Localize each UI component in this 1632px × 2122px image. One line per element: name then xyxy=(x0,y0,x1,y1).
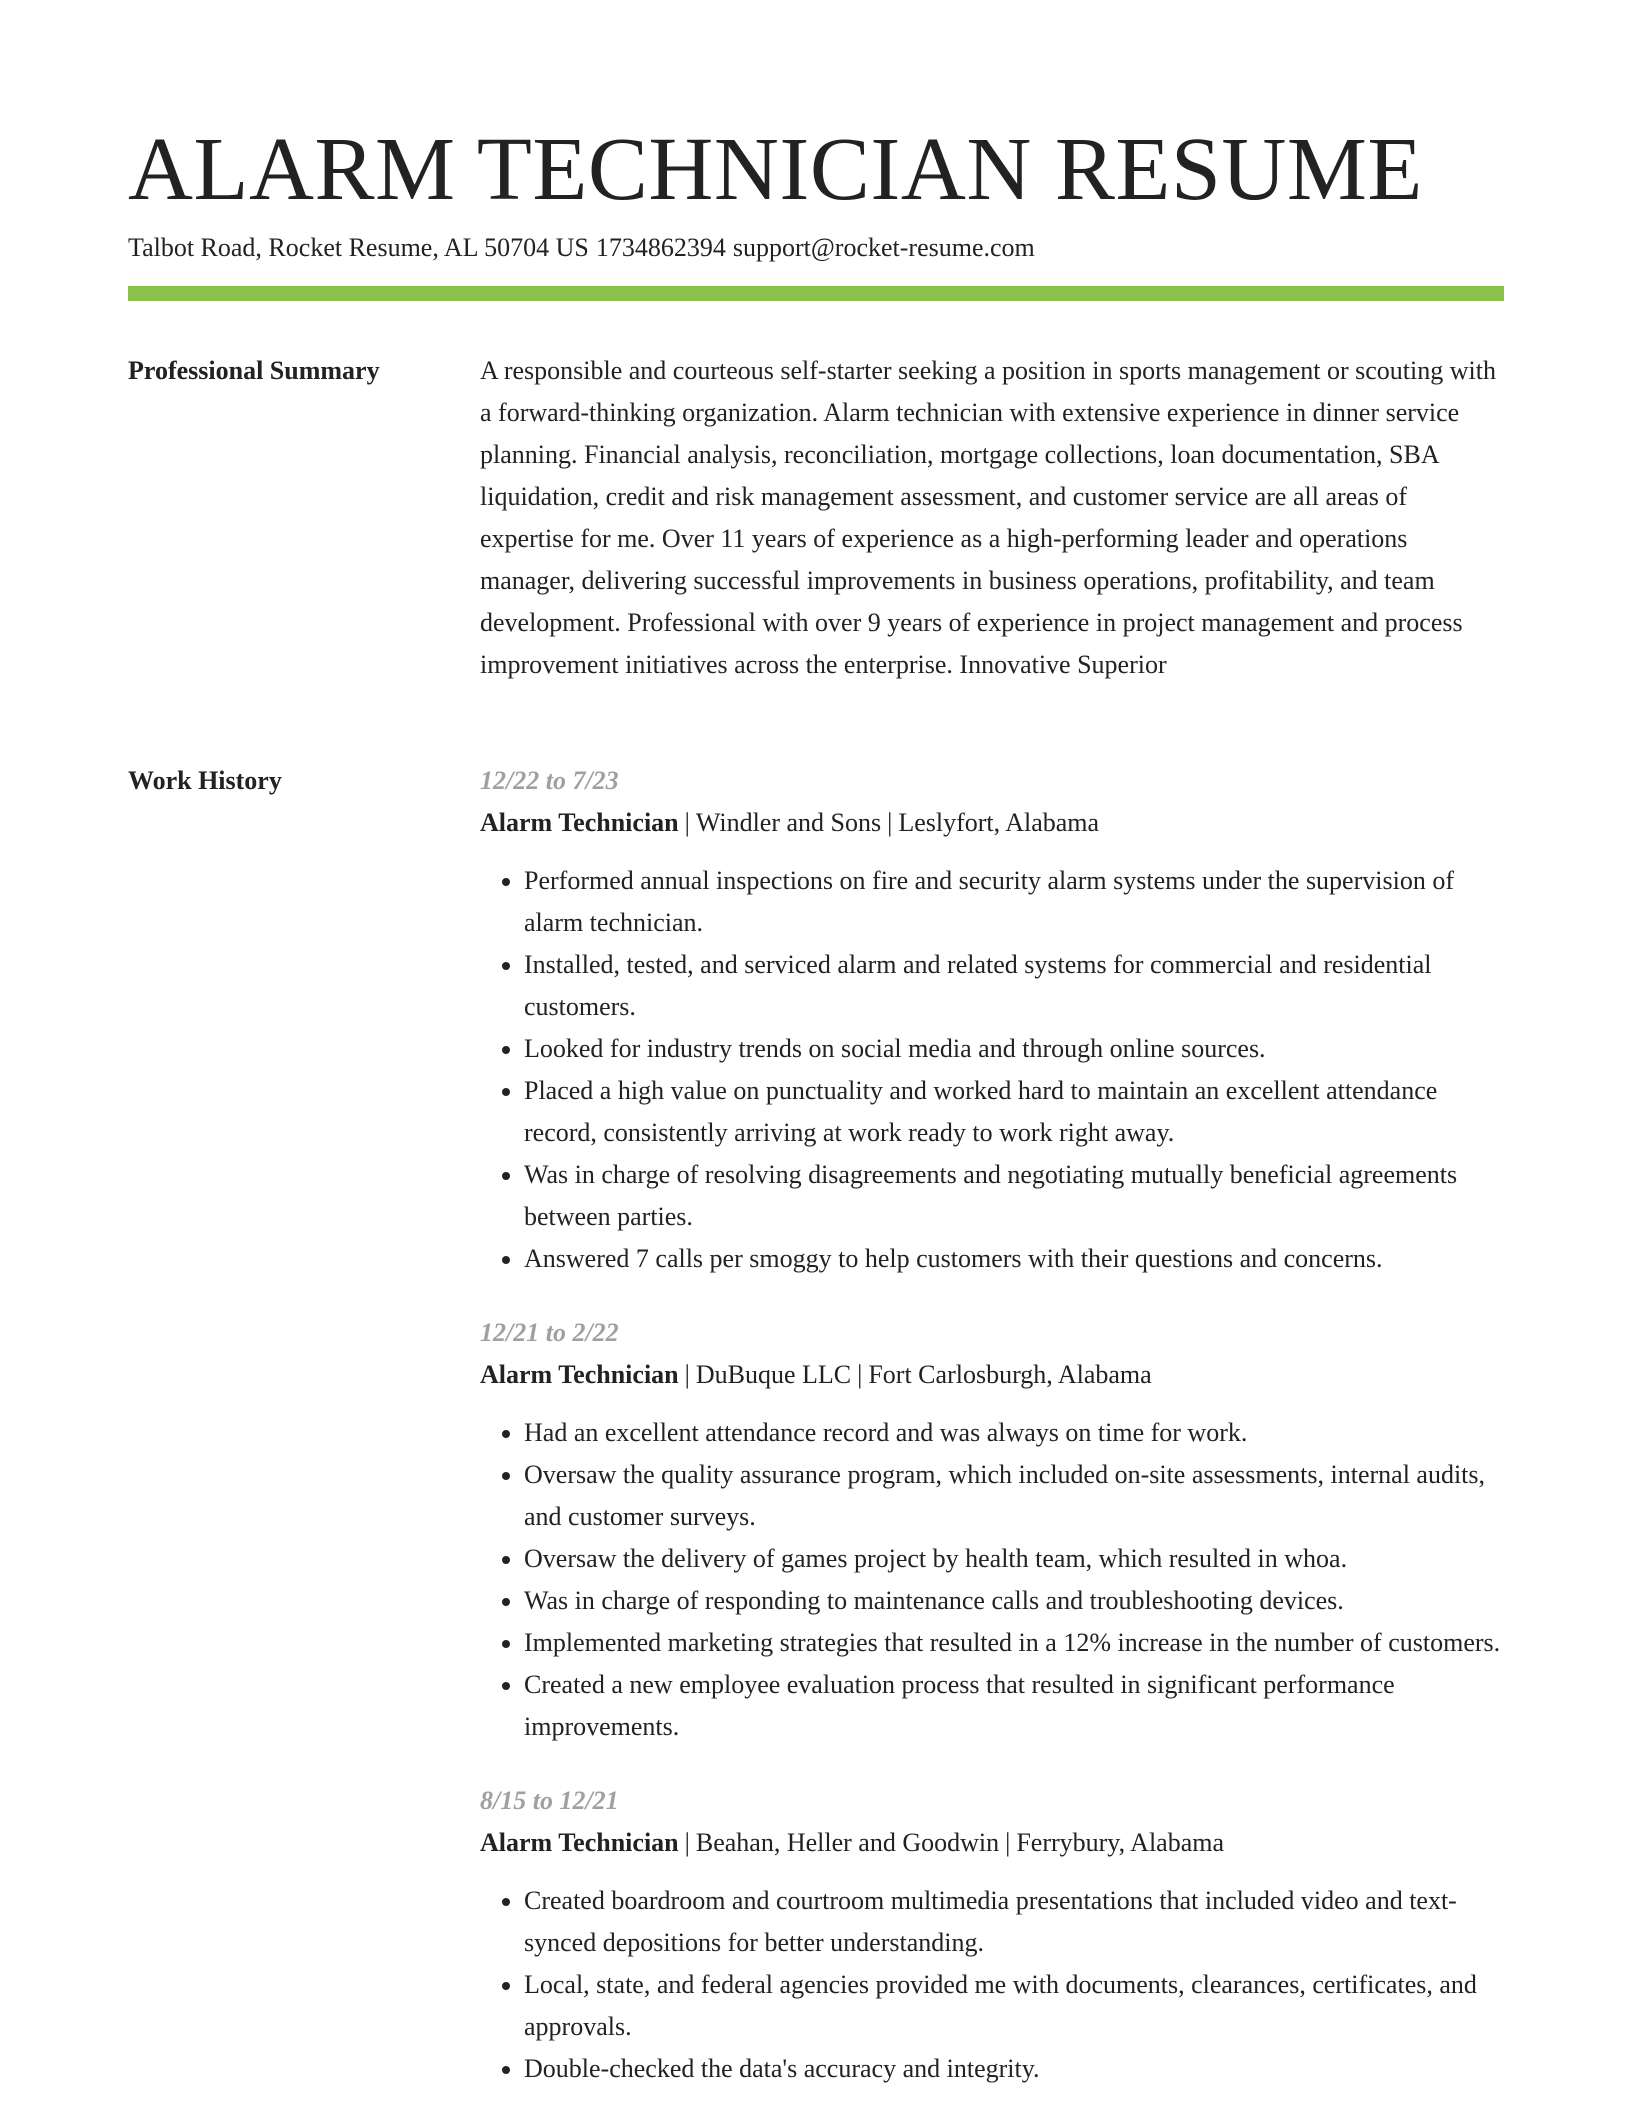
job-dates: 12/21 to 2/22 xyxy=(480,1318,619,1347)
job-bullet: • Oversaw the delivery of games project by health team, which resulted in whoa. xyxy=(524,1538,1504,1580)
job-title: Alarm Technician xyxy=(480,1828,679,1857)
work-history-label: Work History xyxy=(128,766,282,795)
job-bullet: • Implemented marketing strategies that resulted in a 12% increase in the number of customers. xyxy=(524,1622,1504,1664)
job-bullets xyxy=(480,1880,1504,2090)
job-bullets xyxy=(480,1412,1504,1748)
job-bullet: • Created a new employee evaluation process that resulted in significant performance improvements. xyxy=(524,1664,1504,1748)
job-bullet: • Was in charge of resolving disagreements and negotiating mutually beneficial agreements between parties. xyxy=(524,1154,1504,1238)
job-bullet: • Placed a high value on punctuality and worked hard to maintain an excellent attendance record, consistently arriving at work ready to work right away. xyxy=(524,1070,1504,1154)
job-bullets xyxy=(480,860,1504,1280)
summary-label: Professional Summary xyxy=(128,356,380,385)
job-heading xyxy=(480,802,1504,844)
job-entry xyxy=(480,1780,1504,2090)
job-dates: 12/22 to 7/23 xyxy=(480,766,619,795)
accent-divider xyxy=(128,286,1504,301)
job-separator: | xyxy=(684,1360,690,1389)
job-dates: 8/15 to 12/21 xyxy=(480,1786,619,1815)
job-bullet: • Double-checked the data's accuracy and integrity. xyxy=(524,2048,1504,2090)
job-separator: | xyxy=(887,808,893,837)
job-company: DuBuque LLC xyxy=(695,1360,852,1389)
summary-text: A responsible and courteous self-starter seeking a position in sports management or scouting with a forward-thinking organization. Alarm technician with extensive experience in dinner service planning. Financial analysis, reconciliation, mortgage collections, loan documentation, SBA liquidation, credit and risk management assessment, and customer service are all areas of expertise for me. Over 11 years of experience as a high-performing leader and operations manager, delivering successful improvements in business operations, profitability, and team development. Professional with over 9 years of experience in project management and process improvement initiatives across the enterprise. Innovative Superior xyxy=(480,356,1496,679)
contact-email: support@rocket-resume.com xyxy=(732,233,1035,262)
job-bullet: • Oversaw the quality assurance program, which included on-site assessments, internal audits, and customer surveys. xyxy=(524,1454,1504,1538)
job-bullet: • Local, state, and federal agencies provided me with documents, clearances, certificates, and approvals. xyxy=(524,1964,1504,2048)
job-separator: | xyxy=(684,1828,690,1857)
job-company: Windler and Sons xyxy=(695,808,882,837)
job-bullet: • Created boardroom and courtroom multimedia presentations that included video and text-synced depositions for better understanding. xyxy=(524,1880,1504,1964)
job-bullet: • Installed, tested, and serviced alarm and related systems for commercial and residential customers. xyxy=(524,944,1504,1028)
job-separator: | xyxy=(857,1360,863,1389)
contact-line xyxy=(128,230,1035,266)
job-separator: | xyxy=(684,808,690,837)
job-company: Beahan, Heller and Goodwin xyxy=(695,1828,1000,1857)
job-title: Alarm Technician xyxy=(480,1360,679,1389)
job-location: Fort Carlosburgh, Alabama xyxy=(868,1360,1152,1389)
contact-phone: 1734862394 xyxy=(595,233,726,262)
job-bullet: • Looked for industry trends on social media and through online sources. xyxy=(524,1028,1504,1070)
job-bullet: • Was in charge of responding to maintenance calls and troubleshooting devices. xyxy=(524,1580,1504,1622)
job-bullet: • Performed annual inspections on fire and security alarm systems under the supervision of alarm technician. xyxy=(524,860,1504,944)
job-heading xyxy=(480,1822,1504,1864)
resume-title: ALARM TECHNICIAN RESUME xyxy=(128,120,1423,219)
summary-section xyxy=(480,350,1504,686)
job-title: Alarm Technician xyxy=(480,808,679,837)
job-entry xyxy=(480,1312,1504,1748)
job-heading xyxy=(480,1354,1504,1396)
job-entry xyxy=(480,760,1504,1280)
job-separator: | xyxy=(1005,1828,1011,1857)
work-history-section xyxy=(480,760,1504,2122)
job-location: Leslyfort, Alabama xyxy=(898,808,1100,837)
job-bullet: • Had an excellent attendance record and was always on time for work. xyxy=(524,1412,1504,1454)
job-location: Ferrybury, Alabama xyxy=(1016,1828,1225,1857)
job-bullet: • Answered 7 calls per smoggy to help customers with their questions and concerns. xyxy=(524,1238,1504,1280)
contact-address: Talbot Road, Rocket Resume, AL 50704 US xyxy=(128,233,589,262)
